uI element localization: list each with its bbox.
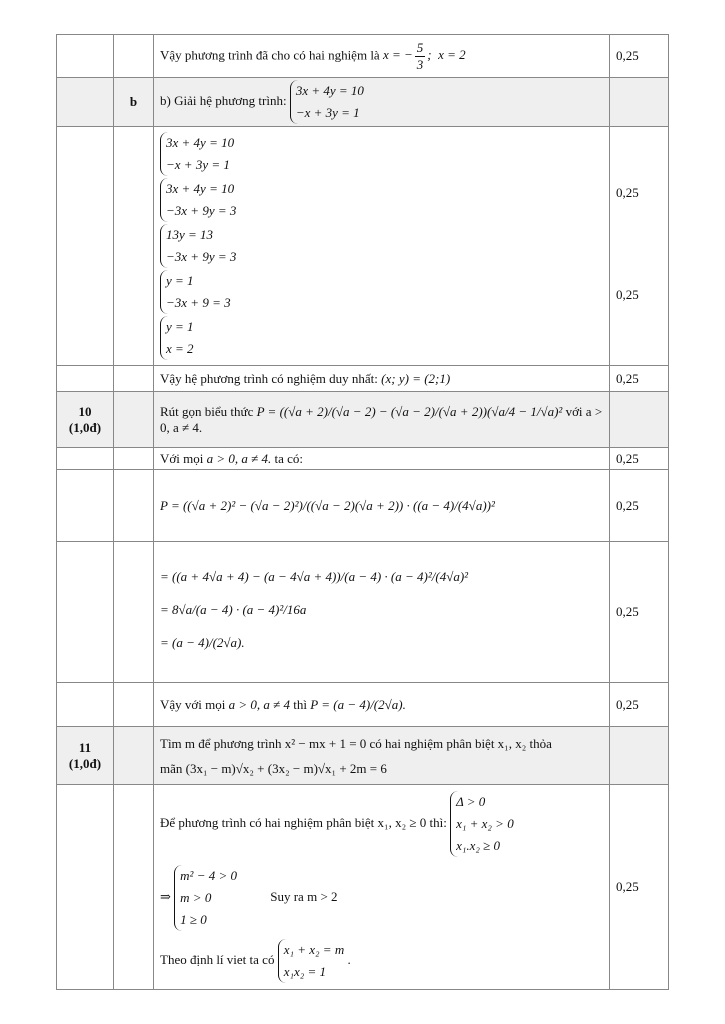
score-cell: 0,25 — [610, 785, 669, 990]
math-line: = ((a + 4√a + 4) − (a − 4√a + 4))/(a − 4) · (a − 4)²/(4√a)² — [160, 568, 469, 584]
table-row — [57, 366, 669, 392]
row-text: Vậy hệ phương trình có nghiệm duy nhất: — [160, 370, 378, 386]
math-line: = 8√a/(a − 4) · (a − 4)²/16a — [160, 601, 307, 617]
equation-system: Δ > 0 x₁ + x₂ > 0 x₁.x₂ ≥ 0 — [450, 791, 514, 857]
score-cell: 0,25 — [610, 448, 669, 470]
equation-system: x₁ + x₂ = m x₁x₂ = 1 — [278, 939, 345, 983]
condition-text: với a > 0, a ≠ 4. — [160, 403, 603, 435]
table-row — [57, 470, 669, 542]
equation-system: 13y = 13 −3x + 9y = 3 — [160, 224, 603, 268]
math-expression: a > 0, a ≠ 4. — [206, 450, 272, 466]
equation-system: y = 1 −3x + 9 = 3 — [160, 270, 603, 314]
table-row — [57, 392, 669, 448]
score-cell: 0,25 — [610, 35, 669, 78]
math-expression: x = − $\frac{5}{3}$ ; x = 2 — [382, 39, 466, 72]
table-row — [57, 127, 669, 366]
table-row — [57, 35, 669, 78]
conclusion-text: Suy ra m > 2 — [270, 888, 338, 904]
row-text: Vậy phương trình đã cho có hai nghiệm là — [160, 46, 380, 62]
row-text: Rút gọn biểu thức — [160, 403, 254, 419]
math-line: = (a − 4)/(2√a). — [160, 634, 245, 650]
row-text: Để phương trình có hai nghiệm phân biệt x₁, x₂ ≥ 0 thì: — [160, 814, 447, 830]
equation-system: 3x + 4y = 10 −x + 3y = 1 — [160, 132, 603, 176]
math-expression: P = ((√a + 2)² − (√a − 2)²)/((√a − 2)(√a + 2)) · ((a − 4)/(4√a))² — [154, 470, 610, 542]
table-row: Vậy với mọi a > 0, a ≠ 4 thì P = (a − 4)/(2√a). 0,25 — [57, 683, 669, 727]
score-cell: 0,25 — [610, 683, 669, 727]
row-text: Tìm m để phương trình x² − mx + 1 = 0 có hai nghiệm phân biệt x₁, x₂ thỏa — [160, 735, 552, 751]
row-text: b) Giải hệ phương trình: — [160, 92, 287, 108]
row-text: mãn (3x₁ − m)√x₂ + (3x₂ − m)√x₁ + 2m = 6 — [160, 760, 387, 776]
question-number: 10 (1,0đ) — [57, 392, 114, 448]
math-expression: P = (a − 4)/(2√a). — [310, 696, 406, 712]
equation-system: m² − 4 > 0 m > 0 1 ≥ 0 — [174, 865, 237, 931]
table-row — [57, 542, 669, 683]
math-expression: (x; y) = (2;1) — [381, 370, 451, 386]
question-number: 11 (1,0đ) — [57, 727, 114, 785]
score-cell: 0,25 — [616, 287, 639, 302]
math-expression: P = ((√a + 2)/(√a − 2) − (√a − 2)/(√a + 2))(√a/4 − 1/√a)² — [256, 403, 563, 419]
table-row — [57, 78, 669, 127]
score-cell: 0,25 — [610, 470, 669, 542]
table-row: Với mọi a > 0, a ≠ 4. ta có: 0,25 — [57, 448, 669, 470]
table-row: Để phương trình có hai nghiệm phân biệt x₁, x₂ ≥ 0 thì: Δ > 0 x₁ + x₂ > 0 x₁.x₂ ≥ 0 ⇒ m² − 4 > 0 m > 0 1 ≥ 0 Suy ra m > 2 Theo định lí viet ta có x₁ + x₂ = m x₁x₂ = 1 . 0,25 — [57, 785, 669, 990]
answer-table — [56, 34, 669, 990]
part-label: b — [114, 78, 154, 127]
equation-system: y = 1 x = 2 — [160, 316, 603, 360]
table-row — [57, 727, 669, 785]
equation-system: 3x + 4y = 10 −3x + 9y = 3 — [160, 178, 603, 222]
equation-system: 3x + 4y = 10 −x + 3y = 1 — [290, 80, 364, 124]
score-cell: 0,25 — [610, 542, 669, 683]
score-cell: 0,25 — [610, 366, 669, 392]
score-cell: 0,25 — [616, 185, 639, 200]
